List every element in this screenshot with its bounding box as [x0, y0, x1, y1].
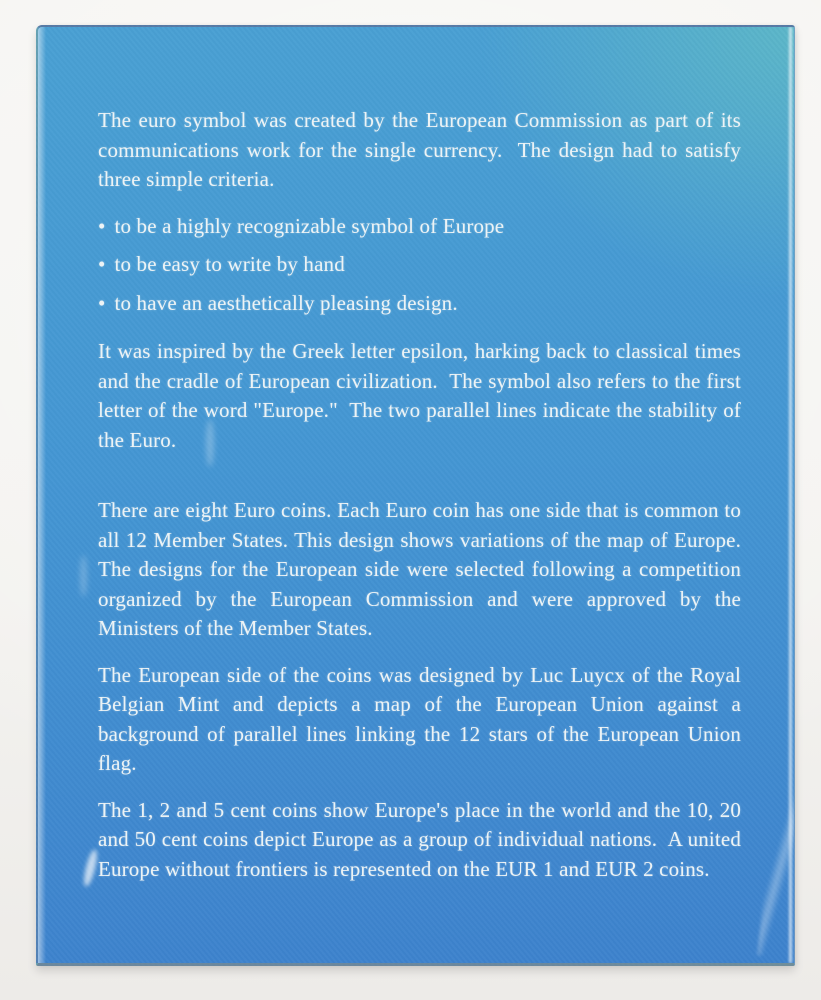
bullet-text: to be a highly recognizable symbol of Europe [114, 213, 505, 238]
bullet-item [98, 212, 741, 242]
intro-paragraph: The euro symbol was created by the European Commission as part of its communications work for the single currency. The design had to satisfy three simple criteria. [98, 108, 747, 191]
glare-highlight [80, 555, 87, 597]
bullet-marker: • [98, 290, 106, 315]
designer-paragraph: The European side of the coins was designed by Luc Luycx of the Royal Belgian Mint and depicts a map of the European Union against a background of parallel lines linking the 12 stars of the European Union flag. [98, 662, 747, 775]
epsilon-paragraph: It was inspired by the Greek letter epsilon, harking back to classical times and the cradle of European civilization. The symbol also refers to the first letter of the word "Europe." The two parallel lines indicate the stability of the Euro. [98, 339, 747, 452]
bullet-marker: • [98, 252, 106, 276]
bullet-text: to be easy to write by hand [114, 252, 345, 276]
card-left-edge-highlight [38, 27, 46, 963]
criteria-bullet-list [98, 212, 741, 319]
bullet-item [98, 289, 741, 319]
glare-highlight [82, 848, 100, 887]
bullet-item [98, 250, 741, 280]
bullet-marker: • [98, 213, 106, 238]
denominations-paragraph: The 1, 2 and 5 cent coins show Europe's place in the world and the 10, 20 and 50 cent coins depict Europe as a group of individual nations. A united Europe without frontiers is represented on the EUR 1 and EUR 2 coins. [98, 797, 747, 881]
cover-text-block [98, 106, 747, 901]
coins-common-paragraph: There are eight Euro coins. Each Euro coin has one side that is common to all 12 Member States. This design shows variations of the map of Europe. The designs for the European side were selected following a competition organized by the European Commission and were approved by the Ministers of the Member States. [98, 498, 747, 640]
bullet-text: to have an aesthetically pleasing design. [114, 290, 458, 315]
booklet-back-cover [36, 25, 795, 966]
